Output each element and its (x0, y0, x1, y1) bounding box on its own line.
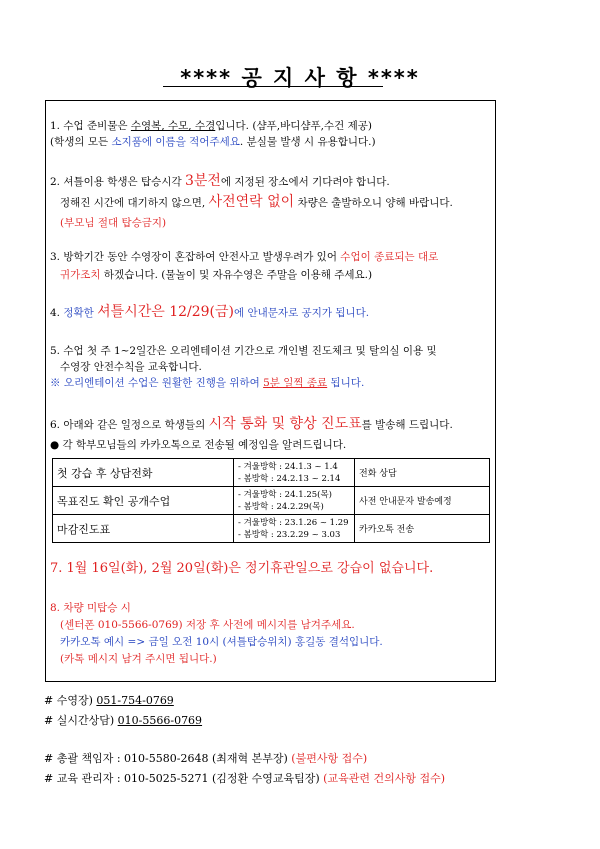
schedule-winter: - 겨울방학 : 24.1.3 ~ 1.4 (238, 461, 338, 472)
item-3 (50, 248, 438, 284)
chief-line (44, 750, 367, 766)
item-6 (50, 414, 453, 455)
item-7: 7. 1월 16일(화), 2월 20일(화)은 정기휴관일으로 강습이 없습니다. (50, 561, 434, 576)
edu-note: (교육관련 건의사항 접수) (323, 772, 446, 785)
schedule-winter: - 겨울방학 : 23.1.26 ~ 1.29 (238, 517, 349, 528)
pool-phone-label: # 수영장) (44, 694, 97, 707)
item-5-l2: 수영장 안전수칙을 교육합니다. (60, 361, 202, 373)
item-8-l2: (센터폰 010-5566-0769) 저장 후 사전에 메시지를 남겨주세요. (60, 619, 355, 631)
item-5-l3-red: 5분 일찍 종료 (263, 377, 328, 389)
item-5-l1: 5. 수업 첫 주 1~2일간은 오리엔테이션 기간으로 개인별 진도체크 및 탈의실 이용 및 (50, 345, 437, 357)
item-6-l1-pre: 6. 아래와 같은 일정으로 학생들의 (50, 419, 209, 431)
item-1-after: 입니다. (샴푸,바디샴푸,수건 제공) (215, 120, 372, 132)
item-6-l1-red: 시작 통화 및 향상 진도표 (208, 416, 362, 432)
schedule-dates (234, 515, 355, 543)
live-phone[interactable]: 010-5566-0769 (117, 714, 203, 727)
schedule-winter: - 겨울방학 : 24.1.25(목) (238, 489, 332, 500)
item-3-l1-pre: 3. 방학기간 동안 수영장이 혼잡하여 안전사고 발생우려가 있어 (50, 251, 341, 263)
item-2-l2-pre: 정해진 시간에 대기하지 않으면, (60, 197, 209, 209)
item-1-supplies: 수영복, 수모, 수경 (130, 120, 216, 132)
edu-line (44, 770, 445, 786)
schedule-spring: - 봄방학 : 24.2.29(목) (238, 501, 324, 512)
item-8-l1: 8. 차량 미탑승 시 (50, 602, 131, 614)
item-8 (50, 600, 383, 668)
item-2-l1-red: 3분전 (184, 173, 221, 189)
item-4-red: 셔틀시간은 12/29(금) (97, 304, 235, 320)
item-4-blue2: 에 안내문자로 공지가 됩니다. (234, 307, 370, 319)
schedule-name: 목표진도 확인 공개수업 (53, 487, 234, 515)
schedule-spring: - 봄방학 : 23.2.29 ~ 3.03 (238, 529, 341, 540)
item-2-l2-red: 사전연락 없이 (208, 194, 295, 210)
item-5 (50, 343, 437, 391)
schedule-name: 마감진도표 (53, 515, 234, 543)
item-1-l2-post: . 분실물 발생 시 유용합니다.) (239, 136, 376, 148)
item-3-l2-red: 귀가조치 (60, 269, 101, 281)
chief-note: (불편사항 접수) (291, 752, 368, 765)
item-4-number: 4. (50, 307, 64, 319)
item-1-number: 1. 수업 준비물은 (50, 120, 131, 132)
schedule-spring: - 봄방학 : 24.2.13 ~ 2.14 (238, 473, 341, 484)
item-1-l2-blue: 소지품에 이름을 적어주세요 (111, 136, 240, 148)
item-5-l3-pre: ※ 오리엔테이션 수업은 원활한 진행을 위하여 (50, 377, 264, 389)
live-phone-label: # 실시간상담) (44, 714, 118, 727)
schedule-dates (234, 487, 355, 515)
page-title: **** 공 지 사 항 **** (180, 66, 420, 90)
item-3-l1-red: 수업이 종료되는 대로 (340, 251, 439, 263)
title-underline (163, 86, 383, 87)
item-2-l3: (부모님 절대 탑승금지) (60, 217, 167, 229)
table-row (53, 515, 490, 543)
schedule-note: 사전 안내문자 발송예정 (355, 487, 490, 515)
item-2 (50, 171, 453, 233)
pool-phone[interactable]: 051-754-0769 (96, 694, 174, 707)
item-6-l1-post: 를 발송해 드립니다. (361, 419, 453, 431)
item-6-l2: ● 각 학부모님들의 카카오톡으로 전송될 예정임을 알려드립니다. (50, 439, 347, 451)
schedule-table (52, 458, 490, 543)
chief-contact: # 총괄 책임자 : 010-5580-2648 (최재혁 본부장) (44, 752, 292, 765)
item-2-l1-post: 에 지정된 장소에서 기다려야 합니다. (220, 176, 390, 188)
item-4 (50, 302, 369, 323)
schedule-dates (234, 459, 355, 487)
item-4-blue1: 정확한 (63, 307, 98, 319)
schedule-name: 첫 강습 후 상담전화 (53, 459, 234, 487)
live-phone-line (44, 712, 202, 728)
item-1 (50, 118, 376, 150)
item-3-l2-post: 하겠습니다. (물놀이 및 자유수영은 주말을 이용해 주세요.) (100, 269, 373, 281)
item-1-l2-pre: (학생의 모든 (50, 136, 112, 148)
schedule-note: 전화 상담 (355, 459, 490, 487)
pool-phone-line (44, 692, 174, 708)
table-row (53, 459, 490, 487)
table-row (53, 487, 490, 515)
edu-contact: # 교육 관리자 : 010-5025-5271 (김정환 수영교육팀장) (44, 772, 324, 785)
schedule-note: 카카오톡 전송 (355, 515, 490, 543)
item-5-l3-post: 됩니다. (327, 377, 365, 389)
item-2-l1-pre: 2. 셔틀이용 학생은 탑승시각 (50, 176, 185, 188)
item-2-l2-post: 차량은 출발하오니 양해 바랍니다. (294, 197, 453, 209)
item-8-l3: 카카오톡 예시 => 금일 오전 10시 (셔틀탑승위치) 홍길동 결석입니다. (60, 636, 383, 648)
item-8-l4: (카톡 메시지 남겨 주시면 됩니다.) (60, 653, 217, 665)
